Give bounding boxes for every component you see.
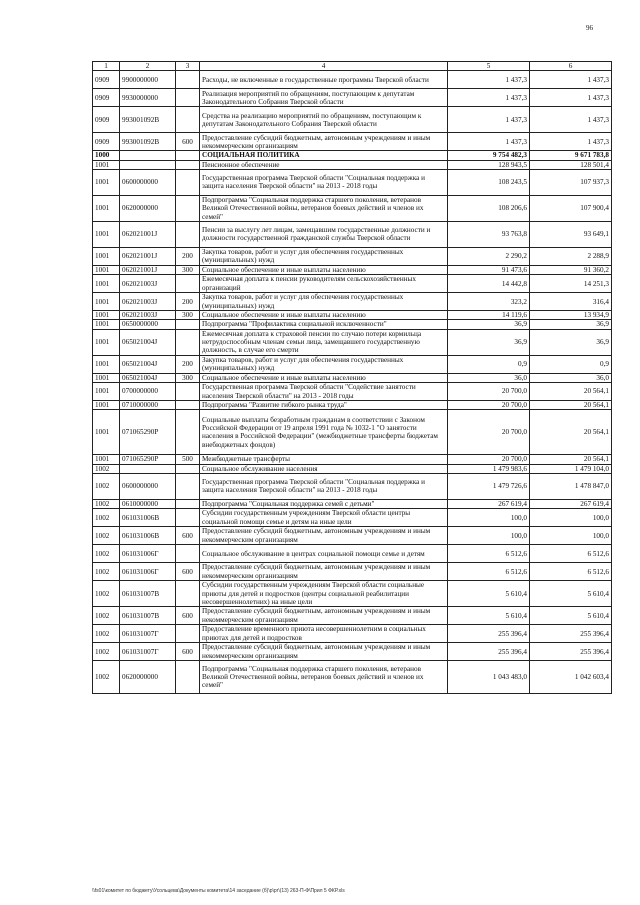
- expense-type-cell: 600: [176, 527, 200, 545]
- amount-col6-cell: 1 478 847,0: [530, 473, 612, 499]
- expense-type-cell: [176, 320, 200, 329]
- item-name-cell: Межбюджетные трансферты: [200, 455, 448, 464]
- section-code-cell: 1001: [93, 293, 120, 311]
- target-article-cell: 0700000000: [120, 383, 176, 401]
- table-row: [93, 151, 612, 160]
- amount-col5-cell: 267 619,4: [448, 499, 530, 508]
- table-row: [93, 383, 612, 401]
- target-article-cell: 061031006В: [120, 527, 176, 545]
- section-code-cell: 1002: [93, 499, 120, 508]
- section-code-cell: 1001: [93, 160, 120, 169]
- table-row: [93, 473, 612, 499]
- amount-col5-cell: 5 610,4: [448, 581, 530, 607]
- expense-type-cell: 600: [176, 643, 200, 661]
- section-code-cell: 1001: [93, 320, 120, 329]
- target-article-cell: 071065290Р: [120, 410, 176, 455]
- amount-col6-cell: 5 610,4: [530, 607, 612, 625]
- amount-col6-cell: 107 900,4: [530, 195, 612, 221]
- target-article-cell: 0620000000: [120, 195, 176, 221]
- section-code-cell: 1001: [93, 401, 120, 410]
- amount-col5-cell: 5 610,4: [448, 607, 530, 625]
- target-article-cell: 9900000000: [120, 71, 176, 89]
- section-code-cell: 1001: [93, 265, 120, 274]
- target-article-cell: 065021004J: [120, 373, 176, 382]
- amount-col6-cell: 20 564,1: [530, 401, 612, 410]
- target-article-cell: 065021004J: [120, 329, 176, 355]
- table-row: [93, 160, 612, 169]
- item-name-cell: Средства на реализацию мероприятий по обращениям, поступающим к депутатам Законодательного Собрания Тверской области: [200, 107, 448, 133]
- amount-col5-cell: 0,9: [448, 355, 530, 373]
- amount-col5-cell: 1 479 983,6: [448, 464, 530, 473]
- amount-col6-cell: 107 937,3: [530, 169, 612, 195]
- section-code-cell: 1001: [93, 355, 120, 373]
- amount-col6-cell: 1 042 603,4: [530, 661, 612, 694]
- amount-col6-cell: 267 619,4: [530, 499, 612, 508]
- expense-type-cell: [176, 107, 200, 133]
- item-name-cell: Закупка товаров, работ и услуг для обеспечения государственных (муниципальных) нужд: [200, 293, 448, 311]
- target-article-cell: 061031007В: [120, 607, 176, 625]
- amount-col5-cell: 1 437,3: [448, 71, 530, 89]
- target-article-cell: 0600000000: [120, 169, 176, 195]
- amount-col5-cell: 36,9: [448, 329, 530, 355]
- item-name-cell: Социальное обслуживание в центрах социальной помощи семье и детям: [200, 545, 448, 563]
- target-article-cell: 062021001J: [120, 247, 176, 265]
- section-code-cell: 1001: [93, 247, 120, 265]
- expense-type-cell: [176, 509, 200, 527]
- item-name-cell: Субсидии государственным учреждениям Тверской области центры социальной помощи семье и детям на иные цели: [200, 509, 448, 527]
- table-row: [93, 509, 612, 527]
- amount-col5-cell: 108 243,5: [448, 169, 530, 195]
- amount-col5-cell: 255 396,4: [448, 643, 530, 661]
- item-name-cell: Подпрограмма "Социальная поддержка старшего поколения, ветеранов Великой Отечественной войны, ветеранов боевых действий и членов их семей": [200, 661, 448, 694]
- table-row: [93, 311, 612, 320]
- target-article-cell: 0620000000: [120, 661, 176, 694]
- expense-type-cell: [176, 71, 200, 89]
- table-row: [93, 221, 612, 247]
- table-row: [93, 71, 612, 89]
- table-row: [93, 499, 612, 508]
- amount-col6-cell: 128 501,4: [530, 160, 612, 169]
- table-row: [93, 320, 612, 329]
- amount-col6-cell: 6 512,6: [530, 563, 612, 581]
- target-article-cell: 062021003J: [120, 275, 176, 293]
- amount-col5-cell: 1 437,3: [448, 107, 530, 133]
- expense-type-cell: [176, 625, 200, 643]
- table-row: [93, 133, 612, 151]
- target-article-cell: [120, 160, 176, 169]
- item-name-cell: Подпрограмма "Социальная поддержка семей с детьми": [200, 499, 448, 508]
- target-article-cell: 0650000000: [120, 320, 176, 329]
- section-code-cell: 1001: [93, 311, 120, 320]
- amount-col5-cell: 1 437,3: [448, 89, 530, 107]
- amount-col5-cell: 20 700,0: [448, 455, 530, 464]
- expense-type-cell: [176, 464, 200, 473]
- item-name-cell: Государственная программа Тверской области "Социальная поддержка и защита населения Тверской области" на 2013 - 2018 годы: [200, 169, 448, 195]
- expense-type-cell: 200: [176, 293, 200, 311]
- section-code-cell: 1002: [93, 563, 120, 581]
- target-article-cell: 0610000000: [120, 499, 176, 508]
- budget-table: [92, 61, 612, 694]
- item-name-cell: Реализация мероприятий по обращениям, поступающим к депутатам Законодательного Собрания Тверской области: [200, 89, 448, 107]
- amount-col6-cell: 14 251,3: [530, 275, 612, 293]
- section-code-cell: 1002: [93, 643, 120, 661]
- amount-col6-cell: 36,9: [530, 320, 612, 329]
- table-row: [93, 581, 612, 607]
- amount-col5-cell: 6 512,6: [448, 563, 530, 581]
- table-row: [93, 373, 612, 382]
- item-name-cell: Предоставление временного приюта несовершеннолетним в социальных приютах для детей и подростков: [200, 625, 448, 643]
- expense-type-cell: 300: [176, 311, 200, 320]
- amount-col6-cell: 2 288,9: [530, 247, 612, 265]
- amount-col5-cell: 108 206,6: [448, 195, 530, 221]
- section-code-cell: 1002: [93, 607, 120, 625]
- column-header-1: 1: [93, 62, 120, 71]
- amount-col5-cell: 36,9: [448, 320, 530, 329]
- section-code-cell: 1002: [93, 527, 120, 545]
- amount-col6-cell: 36,9: [530, 329, 612, 355]
- amount-col5-cell: 100,0: [448, 509, 530, 527]
- amount-col5-cell: 255 396,4: [448, 625, 530, 643]
- amount-col5-cell: 91 473,6: [448, 265, 530, 274]
- amount-col6-cell: 36,0: [530, 373, 612, 382]
- section-code-cell: 1001: [93, 329, 120, 355]
- amount-col6-cell: 1 437,3: [530, 71, 612, 89]
- amount-col6-cell: 255 396,4: [530, 625, 612, 643]
- table-row: [93, 527, 612, 545]
- item-name-cell: Ежемесячная доплата к пенсии руководителям сельскохозяйственных организаций: [200, 275, 448, 293]
- column-number-row: [93, 62, 612, 71]
- table-row: [93, 293, 612, 311]
- amount-col5-cell: 9 754 482,3: [448, 151, 530, 160]
- amount-col5-cell: 93 763,8: [448, 221, 530, 247]
- section-code-cell: 1001: [93, 221, 120, 247]
- expense-type-cell: 300: [176, 265, 200, 274]
- expense-type-cell: 600: [176, 133, 200, 151]
- table-row: [93, 545, 612, 563]
- target-article-cell: 0710000000: [120, 401, 176, 410]
- expense-type-cell: [176, 89, 200, 107]
- target-article-cell: 065021004J: [120, 355, 176, 373]
- expense-type-cell: 300: [176, 373, 200, 382]
- target-article-cell: 061031007Г: [120, 643, 176, 661]
- amount-col6-cell: 1 437,3: [530, 133, 612, 151]
- amount-col5-cell: 14 119,6: [448, 311, 530, 320]
- section-code-cell: 1001: [93, 195, 120, 221]
- table-row: [93, 607, 612, 625]
- expense-type-cell: [176, 151, 200, 160]
- amount-col5-cell: 20 700,0: [448, 401, 530, 410]
- column-header-3: 3: [176, 62, 200, 71]
- amount-col6-cell: 316,4: [530, 293, 612, 311]
- target-article-cell: 062021001J: [120, 221, 176, 247]
- section-code-cell: 1002: [93, 464, 120, 473]
- amount-col5-cell: 1 043 483,0: [448, 661, 530, 694]
- section-code-cell: 1002: [93, 509, 120, 527]
- target-article-cell: 062021003J: [120, 311, 176, 320]
- target-article-cell: 061031007Г: [120, 625, 176, 643]
- target-article-cell: [120, 151, 176, 160]
- table-row: [93, 169, 612, 195]
- table-row: [93, 107, 612, 133]
- amount-col5-cell: 1 437,3: [448, 133, 530, 151]
- item-name-cell: Подпрограмма "Профилактика социальной исключенности": [200, 320, 448, 329]
- section-code-cell: 1001: [93, 373, 120, 382]
- table-row: [93, 329, 612, 355]
- expense-type-cell: [176, 195, 200, 221]
- amount-col5-cell: 323,2: [448, 293, 530, 311]
- file-path-footer: \\fs01\комитет по бюджету\Усольцева\Документы комитета\14 заседание (б)\р\pr\(13) 263-П-Ф\Прил 5 ФКР.xls: [92, 888, 345, 894]
- item-name-cell: Государственная программа Тверской области "Содействие занятости населения Тверской области" на 2013 - 2018 годы: [200, 383, 448, 401]
- item-name-cell: Предоставление субсидий бюджетным, автономным учреждениям и иным некоммерческим организациям: [200, 643, 448, 661]
- amount-col6-cell: 5 610,4: [530, 581, 612, 607]
- amount-col6-cell: 13 934,9: [530, 311, 612, 320]
- amount-col6-cell: 91 360,2: [530, 265, 612, 274]
- section-code-cell: 1001: [93, 410, 120, 455]
- section-code-cell: 1001: [93, 169, 120, 195]
- target-article-cell: [120, 464, 176, 473]
- amount-col5-cell: 20 700,0: [448, 410, 530, 455]
- section-code-cell: 1002: [93, 661, 120, 694]
- expense-type-cell: 600: [176, 563, 200, 581]
- expense-type-cell: [176, 581, 200, 607]
- item-name-cell: Закупка товаров, работ и услуг для обеспечения государственных (муниципальных) нужд: [200, 247, 448, 265]
- item-name-cell: Расходы, не включенные в государственные программы Тверской области: [200, 71, 448, 89]
- table-row: [93, 89, 612, 107]
- section-code-cell: 1002: [93, 545, 120, 563]
- target-article-cell: 062021001J: [120, 265, 176, 274]
- section-code-cell: 1001: [93, 275, 120, 293]
- amount-col6-cell: 1 437,3: [530, 107, 612, 133]
- amount-col5-cell: 128 943,5: [448, 160, 530, 169]
- expense-type-cell: [176, 545, 200, 563]
- item-name-cell: Предоставление субсидий бюджетным, автономным учреждениям и иным некоммерческим организациям: [200, 527, 448, 545]
- section-code-cell: 0909: [93, 71, 120, 89]
- item-name-cell: Предоставление субсидий бюджетным, автономным учреждениям и иным некоммерческим организациям: [200, 607, 448, 625]
- table-row: [93, 643, 612, 661]
- expense-type-cell: 200: [176, 247, 200, 265]
- amount-col6-cell: 93 649,1: [530, 221, 612, 247]
- column-header-2: 2: [120, 62, 176, 71]
- target-article-cell: 9930000000: [120, 89, 176, 107]
- table-row: [93, 464, 612, 473]
- item-name-cell: Подпрограмма "Социальная поддержка старшего поколения, ветеранов Великой Отечественной войны, ветеранов боевых действий и членов их семей": [200, 195, 448, 221]
- expense-type-cell: [176, 401, 200, 410]
- amount-col6-cell: 100,0: [530, 509, 612, 527]
- amount-col5-cell: 6 512,6: [448, 545, 530, 563]
- section-code-cell: 1001: [93, 383, 120, 401]
- column-header-5: 5: [448, 62, 530, 71]
- amount-col6-cell: 9 671 783,8: [530, 151, 612, 160]
- expense-type-cell: 600: [176, 607, 200, 625]
- page-number: 96: [586, 24, 593, 32]
- amount-col6-cell: 20 564,1: [530, 455, 612, 464]
- amount-col5-cell: 36,0: [448, 373, 530, 382]
- amount-col5-cell: 100,0: [448, 527, 530, 545]
- section-code-cell: 1002: [93, 625, 120, 643]
- expense-type-cell: [176, 410, 200, 455]
- amount-col5-cell: 1 479 726,6: [448, 473, 530, 499]
- section-code-cell: 1000: [93, 151, 120, 160]
- target-article-cell: 993001092В: [120, 133, 176, 151]
- expense-type-cell: 200: [176, 355, 200, 373]
- expense-type-cell: [176, 383, 200, 401]
- target-article-cell: 061031006Г: [120, 545, 176, 563]
- table-row: [93, 563, 612, 581]
- expense-type-cell: [176, 275, 200, 293]
- item-name-cell: Социальное обеспечение и иные выплаты населению: [200, 311, 448, 320]
- expense-type-cell: [176, 329, 200, 355]
- item-name-cell: Предоставление субсидий бюджетным, автономным учреждениям и иным некоммерческим организациям: [200, 563, 448, 581]
- item-name-cell: Социальное обеспечение и иные выплаты населению: [200, 265, 448, 274]
- table-row: [93, 661, 612, 694]
- target-article-cell: 993001092В: [120, 107, 176, 133]
- section-code-cell: 0909: [93, 133, 120, 151]
- table-row: [93, 401, 612, 410]
- section-code-cell: 0909: [93, 107, 120, 133]
- amount-col6-cell: 255 396,4: [530, 643, 612, 661]
- item-name-cell: Субсидии государственным учреждениям Тверской области социальные приюты для детей и подростков (центры социальной реабилитации несовершеннолетних) на иные цели: [200, 581, 448, 607]
- item-name-cell: Пенсии за выслугу лет лицам, замещавшим государственные должности и должности государственной гражданской службы Тверской области: [200, 221, 448, 247]
- amount-col6-cell: 100,0: [530, 527, 612, 545]
- table-row: [93, 265, 612, 274]
- item-name-cell: Закупка товаров, работ и услуг для обеспечения государственных (муниципальных) нужд: [200, 355, 448, 373]
- table-row: [93, 355, 612, 373]
- target-article-cell: 0600000000: [120, 473, 176, 499]
- table-row: [93, 455, 612, 464]
- section-code-cell: 1001: [93, 455, 120, 464]
- target-article-cell: 071065290Р: [120, 455, 176, 464]
- expense-type-cell: [176, 473, 200, 499]
- target-article-cell: 061031006Г: [120, 563, 176, 581]
- section-code-cell: 1002: [93, 581, 120, 607]
- table-row: [93, 195, 612, 221]
- amount-col5-cell: 2 290,2: [448, 247, 530, 265]
- table-row: [93, 275, 612, 293]
- item-name-cell: Предоставление субсидий бюджетным, автономным учреждениям и иным некоммерческим организациям: [200, 133, 448, 151]
- target-article-cell: 061031006В: [120, 509, 176, 527]
- item-name-cell: Государственная программа Тверской области "Социальная поддержка и защита населения Тверской области" на 2013 - 2018 годы: [200, 473, 448, 499]
- expense-type-cell: 500: [176, 455, 200, 464]
- amount-col6-cell: 6 512,6: [530, 545, 612, 563]
- item-name-cell: Ежемесячная доплата к страховой пенсии по случаю потери кормильца нетрудоспособным членам семьи лица, замещавшего государственную должность, в случае его смерти: [200, 329, 448, 355]
- amount-col6-cell: 0,9: [530, 355, 612, 373]
- amount-col5-cell: 20 700,0: [448, 383, 530, 401]
- section-code-cell: 0909: [93, 89, 120, 107]
- table-row: [93, 247, 612, 265]
- item-name-cell: Социальные выплаты безработным гражданам в соответствии с Законом Российской Федерации от 19 апреля 1991 года № 1032-1 "О занятости населения в Российской Федерации" (межбюджетные трансферты бюджетам внебюджетных фондов): [200, 410, 448, 455]
- amount-col6-cell: 1 479 104,0: [530, 464, 612, 473]
- amount-col6-cell: 20 564,1: [530, 410, 612, 455]
- expense-type-cell: [176, 499, 200, 508]
- expense-type-cell: [176, 661, 200, 694]
- table-row: [93, 410, 612, 455]
- amount-col6-cell: 1 437,3: [530, 89, 612, 107]
- section-code-cell: 1002: [93, 473, 120, 499]
- item-name-cell: Подпрограмма "Развитие гибкого рынка труда": [200, 401, 448, 410]
- amount-col5-cell: 14 442,8: [448, 275, 530, 293]
- expense-type-cell: [176, 160, 200, 169]
- item-name-cell: Социальное обслуживание населения: [200, 464, 448, 473]
- amount-col6-cell: 20 564,1: [530, 383, 612, 401]
- table-row: [93, 625, 612, 643]
- column-header-4: 4: [200, 62, 448, 71]
- item-name-cell: Социальное обеспечение и иные выплаты населению: [200, 373, 448, 382]
- target-article-cell: 062021003J: [120, 293, 176, 311]
- item-name-cell: СОЦИАЛЬНАЯ ПОЛИТИКА: [200, 151, 448, 160]
- target-article-cell: 061031007В: [120, 581, 176, 607]
- expense-type-cell: [176, 169, 200, 195]
- item-name-cell: Пенсионное обеспечение: [200, 160, 448, 169]
- column-header-6: 6: [530, 62, 612, 71]
- expense-type-cell: [176, 221, 200, 247]
